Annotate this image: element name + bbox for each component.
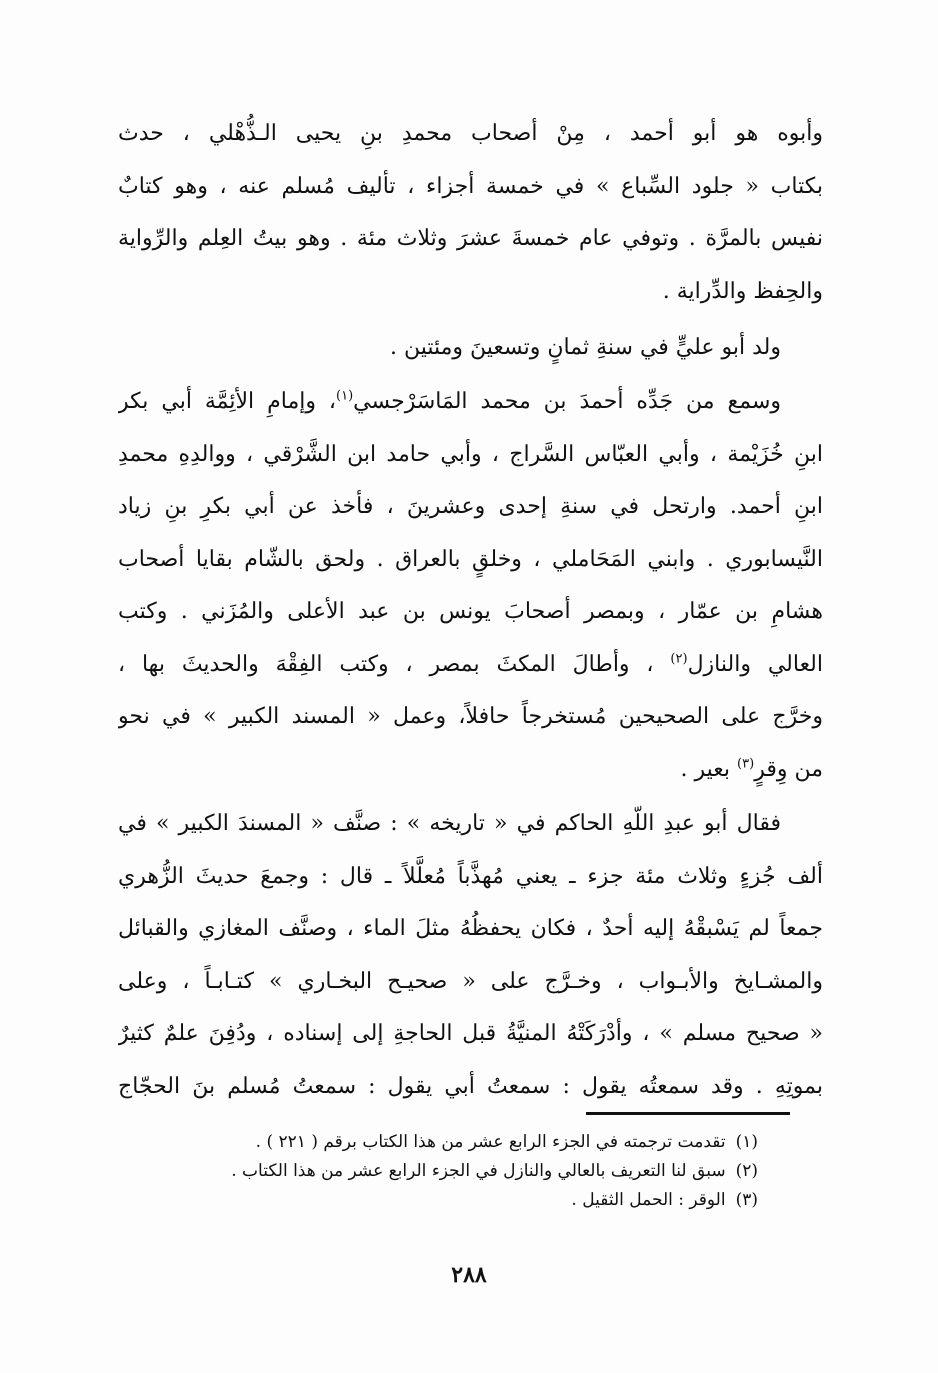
text-segment: العالي والنازل — [687, 651, 823, 677]
page-number: ٢٨٨ — [451, 1262, 487, 1288]
text-line: فقال أبو عبدِ اللّهِ الحاكم في « تاريخه » : صنَّف « المسندَ الكبير » في — [118, 811, 781, 836]
footnote-text: الوقر : الحمل الثقيل . — [571, 1190, 726, 1210]
text-line: « صحيح مسلم » ، وأدْرَكَتْهُ المنيَّةُ قبل الحاجةِ إلى إسناده ، ودُفِنَ علمٌ كثيرٌ — [118, 1021, 823, 1046]
footnote-item — [150, 1186, 758, 1215]
text-line: ابنِ خُزَيْمة ، وأبي العبّاس السَّراج ، وأبي حامد ابن الشَّرْقي ، ووالدِهِ محمدِ — [118, 441, 823, 467]
text-segment: وسمع من جَدِّه أحمدَ بن محمد المَاسَرْجسي — [353, 389, 781, 414]
footnote-item — [150, 1157, 758, 1186]
paragraph-father — [118, 108, 823, 318]
text-line: هشامِ بن عمّار ، وبمصر أصحابَ يونس بن عبد الأعلى والمُزَني . وكتب — [118, 599, 823, 624]
text-segment: ، وإمامِ الأئِمَّة أبي بكر — [118, 389, 337, 414]
footnote-marker: (١) — [336, 388, 354, 404]
paragraph-hakim — [118, 798, 823, 1113]
text-line: والمشـايخ والأبـواب ، وخـرَّج على « صحيـح البخـاري » كتـابـاً ، وعلى — [118, 968, 823, 994]
text-line: ابنِ أحمد. وارتحل في سنةِ إحدى وعشرينَ ، فأخذ عن أبي بكرِ بنِ زياد — [118, 494, 823, 519]
text-line — [118, 744, 823, 797]
footnote-marker: (٢) — [670, 651, 688, 667]
text-line: جمعاً لم يَسْبقْهُ إليه أحدٌ ، فكان يحفظُهُ مثلَ الماء ، وصنَّف المغازي والقبائل — [118, 916, 823, 941]
text-line: النَّيسابوري . وابني المَحَاملي ، وخلقٍ بالعراق . ولحق بالشّام بقايا أصحاب — [118, 546, 823, 572]
text-line: وأبوه هو أبو أحمد ، مِنْ أصحاب محمدِ بنِ يحيى الـذُّهْلي ، حدث — [118, 121, 823, 146]
text-segment: بعير . — [680, 756, 731, 782]
footnote-marker: (٣) — [737, 756, 755, 772]
footnote-number: (٢) — [735, 1161, 758, 1181]
footnote-divider — [586, 1112, 790, 1115]
text-line: بموتِهِ . وقد سمعتُه يقول : سمعتُ أبي يقول : سمعتُ مُسلم بنَ الحجّاج — [118, 1073, 823, 1099]
text-line: ألف جُزءٍ وثلاث مئة جزء ـ يعني مُهذَّباً مُعلَّلاً ـ قال : وجمعَ حديثَ الزُّهري — [118, 863, 823, 889]
footnotes — [150, 1128, 758, 1215]
text-line — [118, 376, 823, 429]
footnote-number: (٣) — [735, 1190, 758, 1210]
footnote-text: تقدمت ترجمته في الجزء الرابع عشر من هذا الكتاب برقم ( ٢٢١ ) . — [255, 1132, 726, 1152]
text-segment: ، وأطالَ المكثَ بمصر ، وكتب الفِقْهَ والحديثَ بها ، — [118, 651, 654, 677]
text-line — [118, 639, 823, 692]
footnote-number: (١) — [735, 1132, 758, 1152]
text-line: نفيس بالمرَّة . وتوفي عام خمسةَ عشرَ وثلاث مئة . وهو بيتُ العِلم والرِّواية — [118, 226, 823, 251]
text-line: وخرَّج على الصحيحين مُستخرجاً حافلاً، وعمل « المسند الكبير » في نحو — [118, 704, 823, 729]
footnote-item — [150, 1128, 758, 1157]
footnote-text: سبق لنا التعريف بالعالي والنازل في الجزء الرابع عشر من هذا الكتاب . — [231, 1161, 726, 1181]
text-line: والحِفظ والدِّراية . — [662, 278, 823, 304]
paragraph-teachers — [118, 376, 823, 796]
text-segment: من وِقرٍ — [754, 756, 823, 782]
text-line: بكتاب « جلود السِّباع » في خمسة أجزاء ، تأليف مُسلم عنه ، وهو كتابٌ — [118, 173, 823, 199]
text-line: ولد أبو عليٍّ في سنةِ ثمانٍ وتسعينَ ومئتين . — [389, 335, 781, 360]
paragraph-birth — [118, 322, 823, 375]
